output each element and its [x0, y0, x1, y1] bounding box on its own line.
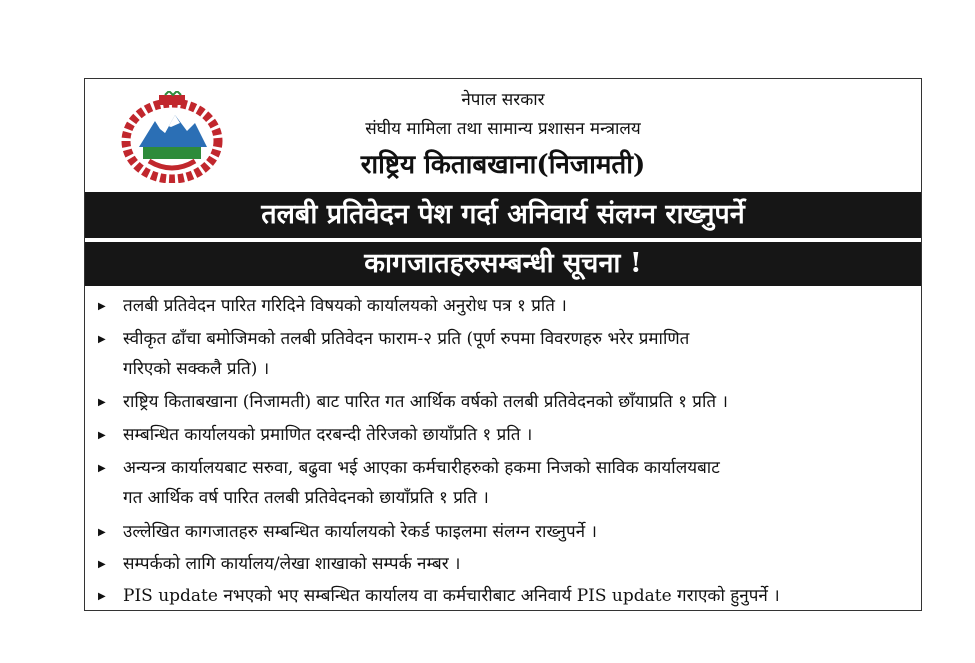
list-item-text: उल्लेखित कागजातहरु सम्बन्धित कार्यालयको रेकर्ड फाइलमा संलग्न राख्नुपर्ने । [123, 522, 597, 542]
triangle-bullet-icon: ▶ [98, 527, 106, 538]
triangle-bullet-icon: ▶ [98, 301, 106, 312]
notice-title-line-2: कागजातहरुसम्बन्धी सूचना ! [85, 242, 921, 286]
triangle-bullet-icon: ▶ [98, 591, 106, 602]
list-item-text: राष्ट्रिय किताबखाना (निजामती) बाट पारित गत आर्थिक वर्षको तलबी प्रतिवेदनको छाँयाप्रति १ प्रति । [123, 392, 728, 412]
list-item-text: स्वीकृत ढाँचा बमोजिमको तलबी प्रतिवेदन फाराम-२ प्रति (पूर्ण रुपमा विवरणहरु भरेर प्रमाणित [123, 329, 690, 349]
list-item-text: अन्यन्त्र कार्यालयबाट सरुवा, बढुवा भई आएका कर्मचारीहरुको हकमा निजको साविक कार्यालयबाट [123, 458, 720, 478]
ministry-name: संघीय मामिला तथा सामान्य प्रशासन मन्त्रालय [365, 119, 641, 139]
list-item-text: सम्बन्धित कार्यालयको प्रमाणित दरबन्दी तेरिजको छायाँप्रति १ प्रति । [123, 425, 533, 445]
notice-document [84, 78, 922, 611]
list-item-text: तलबी प्रतिवेदन पारित गरिदिने विषयको कार्यालयको अनुरोध पत्र १ प्रति । [123, 296, 567, 316]
list-item-text: गत आर्थिक वर्ष पारित तलबी प्रतिवेदनको छायाँप्रति १ प्रति । [123, 488, 489, 508]
notice-title-line-1: तलबी प्रतिवेदन पेश गर्दा अनिवार्य संलग्न राख्नुपर्ने [85, 192, 921, 238]
triangle-bullet-icon: ▶ [98, 559, 106, 570]
government-name: नेपाल सरकार [461, 90, 545, 110]
list-item-text: गरिएको सक्कलै प्रति) । [123, 359, 270, 379]
triangle-bullet-icon: ▶ [98, 397, 106, 408]
triangle-bullet-icon: ▶ [98, 463, 106, 474]
list-item-text: सम्पर्कको लागि कार्यालय/लेखा शाखाको सम्पर्क नम्बर । [123, 554, 461, 574]
list-item-text: PIS update नभएको भए सम्बन्धित कार्यालय वा कर्मचारीबाट अनिवार्य PIS update गराएको हुनुपर्ने । [123, 586, 780, 606]
triangle-bullet-icon: ▶ [98, 334, 106, 345]
triangle-bullet-icon: ▶ [98, 430, 106, 441]
office-name: राष्ट्रिय किताबखाना(निजामती) [360, 150, 646, 180]
